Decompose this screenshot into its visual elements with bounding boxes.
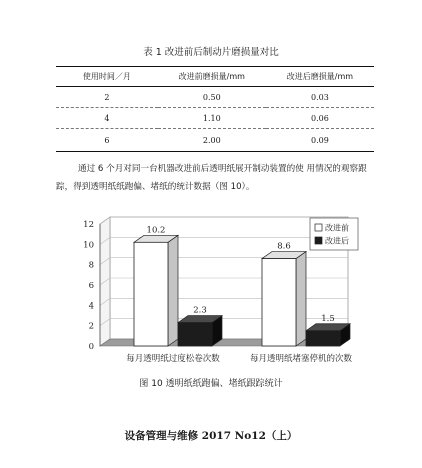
y-tick-label: 0 (88, 342, 94, 352)
journal-footer: 设备管理与维修 2017 No12（上） (124, 430, 298, 442)
cell-before: 0.50 (158, 87, 266, 108)
table-caption: 表 1 改进前后制动片磨损量对比 (143, 47, 279, 58)
table-row (56, 129, 374, 152)
cell-after: 0.09 (266, 129, 374, 152)
y-tick-label: 6 (88, 281, 94, 291)
chart-y-axis (83, 220, 100, 352)
header-wear-before: 改进前磨损量/mm (158, 67, 266, 87)
cell-before: 2.00 (158, 129, 266, 152)
y-tick-label: 2 (88, 321, 94, 332)
cell-month: 6 (56, 129, 158, 152)
bar (178, 323, 212, 346)
table-header-row (56, 67, 374, 87)
legend-swatch (315, 224, 322, 231)
data-label: 10.2 (146, 225, 166, 236)
chart-category-labels (126, 353, 352, 364)
header-wear-after: 改进后磨损量/mm (266, 67, 374, 87)
y-tick-label: 4 (88, 301, 94, 312)
bar-chart (70, 208, 370, 378)
bar-side (168, 235, 178, 346)
figure-caption: 图 10 透明纸纸跑偏、堵纸跟踪统计 (139, 379, 283, 389)
legend-swatch (315, 237, 322, 244)
category-label: 每月透明纸堵塞停机的次数 (249, 354, 353, 364)
bar (306, 331, 340, 346)
y-tick-label: 8 (88, 260, 94, 271)
wear-comparison-table (56, 66, 374, 152)
header-usage-time: 使用时间／月 (56, 67, 158, 87)
legend-label: 改进前 (325, 223, 349, 233)
cell-month: 4 (56, 108, 158, 129)
bar-side (296, 252, 306, 346)
bar (134, 242, 168, 346)
cell-after: 0.06 (266, 108, 374, 129)
table-row (56, 108, 374, 129)
y-tick-label: 12 (83, 220, 94, 230)
chart-legend (310, 218, 358, 250)
bar (262, 259, 296, 346)
cell-month: 2 (56, 87, 158, 108)
data-label: 8.6 (277, 241, 291, 252)
cell-before: 1.10 (158, 108, 266, 129)
y-tick-label: 10 (83, 240, 94, 251)
table-row (56, 87, 374, 108)
category-label: 每月透明纸过度松卷次数 (126, 354, 220, 364)
cell-after: 0.03 (266, 87, 374, 108)
body-paragraph: 通过 6 个月对同一台机器改进前后透明纸展开制动装置的使 用情况的观察跟踪，得到透明纸纸跑偏、堵纸的统计数据（图 10）。 (56, 164, 367, 192)
data-label: 1.5 (321, 313, 335, 324)
legend-label: 改进后 (325, 236, 349, 246)
data-label: 2.3 (193, 305, 207, 316)
